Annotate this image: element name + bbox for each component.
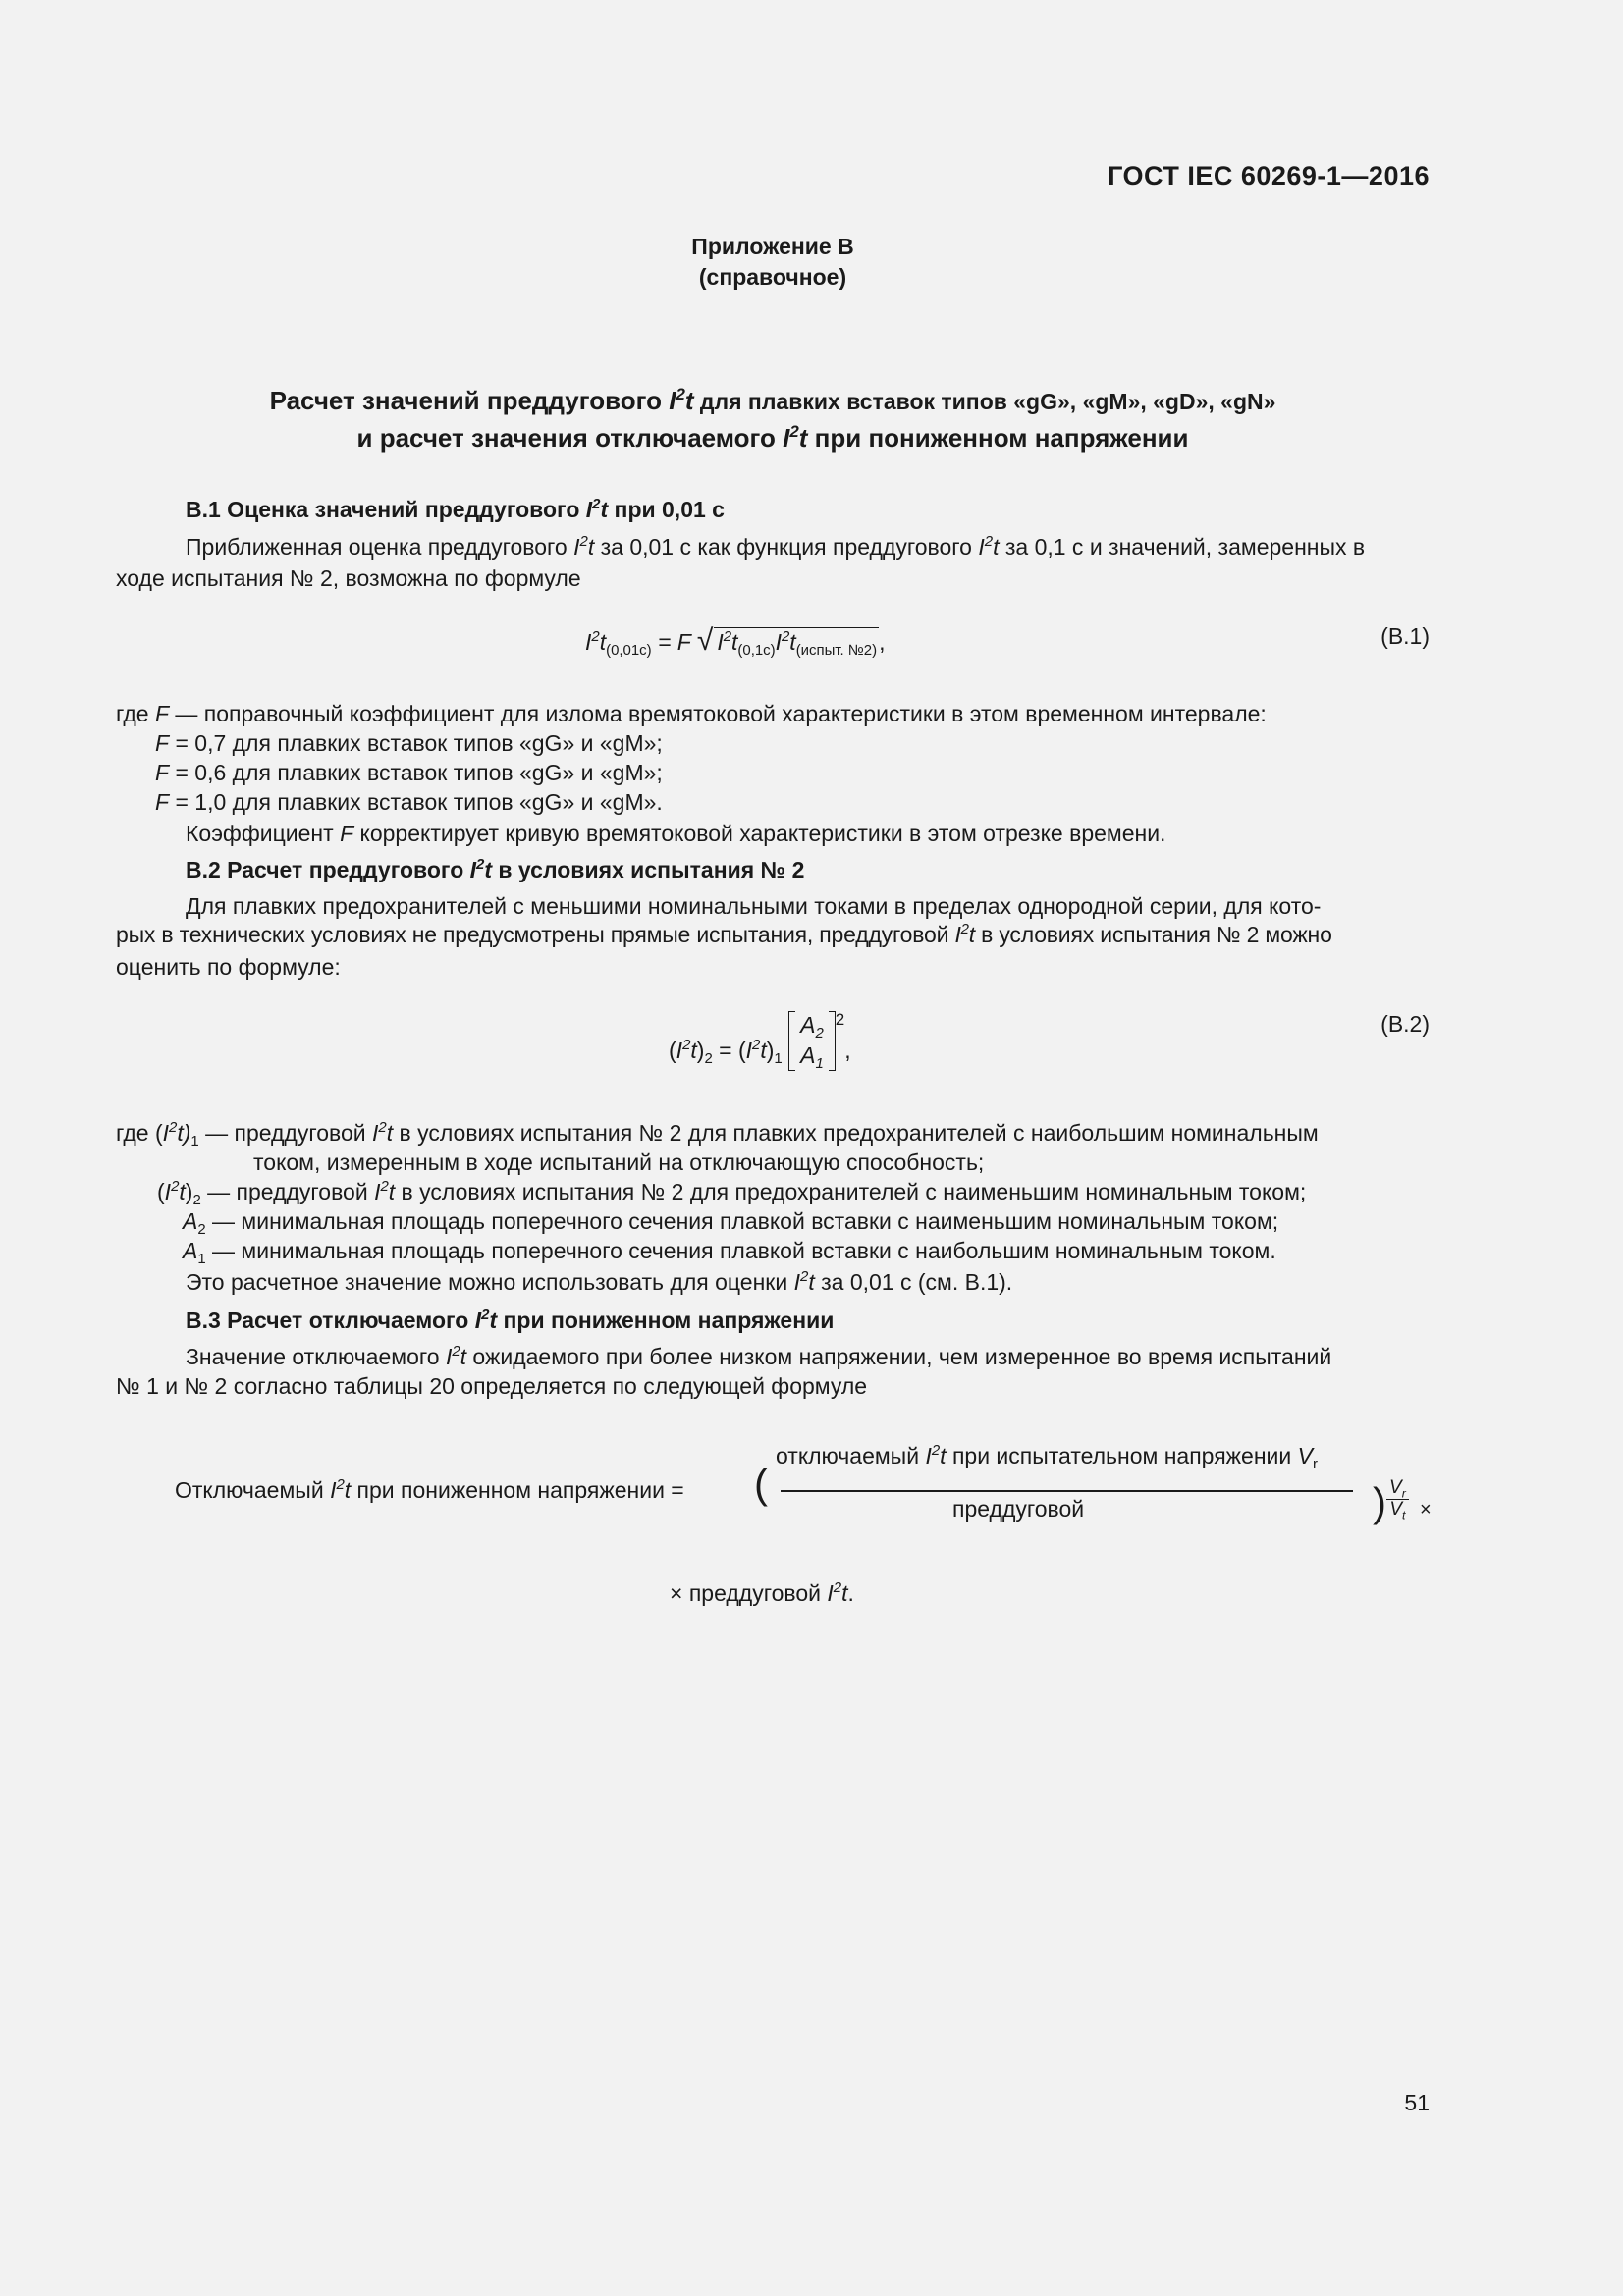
annex-type: (справочное) — [698, 264, 847, 291]
formula-b3-close-paren: ) — [1373, 1479, 1386, 1525]
section-b1-where: где F — поправочный коэффициент для излома времятоковой характеристики в этом временном интервале: — [116, 701, 1267, 726]
section-b3-paragraph: Значение отключаемого $I^2t$ ожидаемого при более низком напряжении, чем измеренное во время испытаний — [186, 1343, 1332, 1369]
main-title-line-1: Расчет значений преддугового $I^2t$ для плавких вставок типов «gG», «gM», «gD», «gN» — [269, 384, 1276, 415]
definition-i2t-1: где $(I^2t)_1$ — преддуговой $I^2t$ в условиях испытания № 2 для плавких предохранителей с наибольшим номинальным — [116, 1119, 1319, 1150]
page-number: 51 — [1404, 2090, 1430, 2115]
formula-b3-open-paren: ( — [754, 1461, 768, 1507]
document-header: ГОСТ IEC 60269-1—2016 — [1108, 161, 1430, 190]
definition-a1: $A_1$ — минимальная площадь поперечного сечения плавкой вставки с наибольшим номинальным током. — [183, 1238, 1276, 1268]
definition-a2: $A_2$ — минимальная площадь поперечного сечения плавкой вставки с наименьшим номинальным током; — [183, 1208, 1279, 1239]
f-value-1: F = 0,7 для плавких вставок типов «gG» и «gM»; — [155, 730, 663, 756]
annex-heading — [116, 232, 1430, 293]
formula-b1-radicand: $I^2t_{(0,1с)}I^2t_{(испыт. №2)}$ — [714, 627, 879, 658]
definition-i2t-2: $(I^2t)_2$ — преддуговой $I^2t$ в условиях испытания № 2 для предохранителей с наименьшим номинальным током; — [157, 1178, 1307, 1209]
section-b1-paragraph: Приближенная оценка преддугового $I^2t$ за 0,01 с как функция преддугового $I^2t$ за 0,1 с и значений, замеренных в — [186, 533, 1366, 560]
formula-b1-number: (В.1) — [1380, 623, 1430, 649]
main-title — [116, 383, 1430, 456]
section-b2-paragraph-line-2: рых в технических условиях не предусмотрены прямые испытания, преддуговой $I^2t$ в условиях испытания № 2 можно — [116, 921, 1332, 947]
formula-b2-fraction: $\frac{A_2}{A_1}$ — [797, 1011, 827, 1071]
formula-b3-tail: × преддуговой $I^2t$. — [670, 1579, 854, 1606]
formula-b3-times: × — [1420, 1499, 1432, 1521]
coefficient-note: Коэффициент F корректирует кривую времятоковой характеристики в этом отрезке времени. — [186, 821, 1166, 846]
formula-b3-lhs: Отключаемый $I^2t$ при пониженном напряжении = — [175, 1476, 684, 1503]
definition-i2t-1-continued: током, измеренным в ходе испытаний на отключающую способность; — [253, 1149, 985, 1175]
annex-title: Приложение В — [691, 234, 854, 259]
formula-b3-exponent: $\frac{V_r}{V_t}$ — [1386, 1478, 1409, 1521]
formula-b2-bracket — [788, 1011, 836, 1071]
section-b2-note: Это расчетное значение можно использовать для оценки $I^2t$ за 0,01 с (см. В.1). — [186, 1268, 1013, 1295]
formula-b2: $(I^2t)_2 = (I^2t)_1$ $\frac{A_2}{A_1}$ $^2$, — [669, 1010, 851, 1073]
formula-b3-fraction-line — [781, 1490, 1353, 1492]
formula-b2-number: (В.2) — [1380, 1011, 1430, 1037]
f-value-3: F = 1,0 для плавких вставок типов «gG» и «gM». — [155, 789, 663, 815]
section-b2-paragraph-line-1: Для плавких предохранителей с меньшими номинальными токами в пределах однородной серии, для кото- — [186, 893, 1322, 919]
section-b3-heading: В.3 Расчет отключаемого $I^2t$ при пониженном напряжении — [186, 1307, 835, 1333]
section-b1-paragraph-line-2: ходе испытания № 2, возможна по формуле — [116, 565, 581, 591]
formula-b1: $I^2t_{(0,01с)} = F$ √ $I^2t_{(0,1с)}I^2t_{(испыт. №2)}$, — [585, 624, 886, 660]
section-b3-paragraph-line-2: № 1 и № 2 согласно таблицы 20 определяется по следующей формуле — [116, 1373, 868, 1399]
section-b2-paragraph-line-3: оценить по формуле: — [116, 954, 341, 980]
f-value-2: F = 0,6 для плавких вставок типов «gG» и «gM»; — [155, 760, 663, 785]
section-b1-heading: В.1 Оценка значений преддугового $I^2t$ при 0,01 с — [186, 496, 725, 522]
formula-b3-numerator: отключаемый $I^2t$ при испытательном напряжении $V_r$ — [776, 1442, 1318, 1473]
main-title-line-2: и расчет значения отключаемого $I^2t$ при пониженном напряжении — [356, 421, 1189, 453]
formula-b3-denominator: преддуговой — [952, 1496, 1085, 1522]
section-b2-heading: В.2 Расчет преддугового $I^2t$ в условиях испытания № 2 — [186, 856, 805, 882]
